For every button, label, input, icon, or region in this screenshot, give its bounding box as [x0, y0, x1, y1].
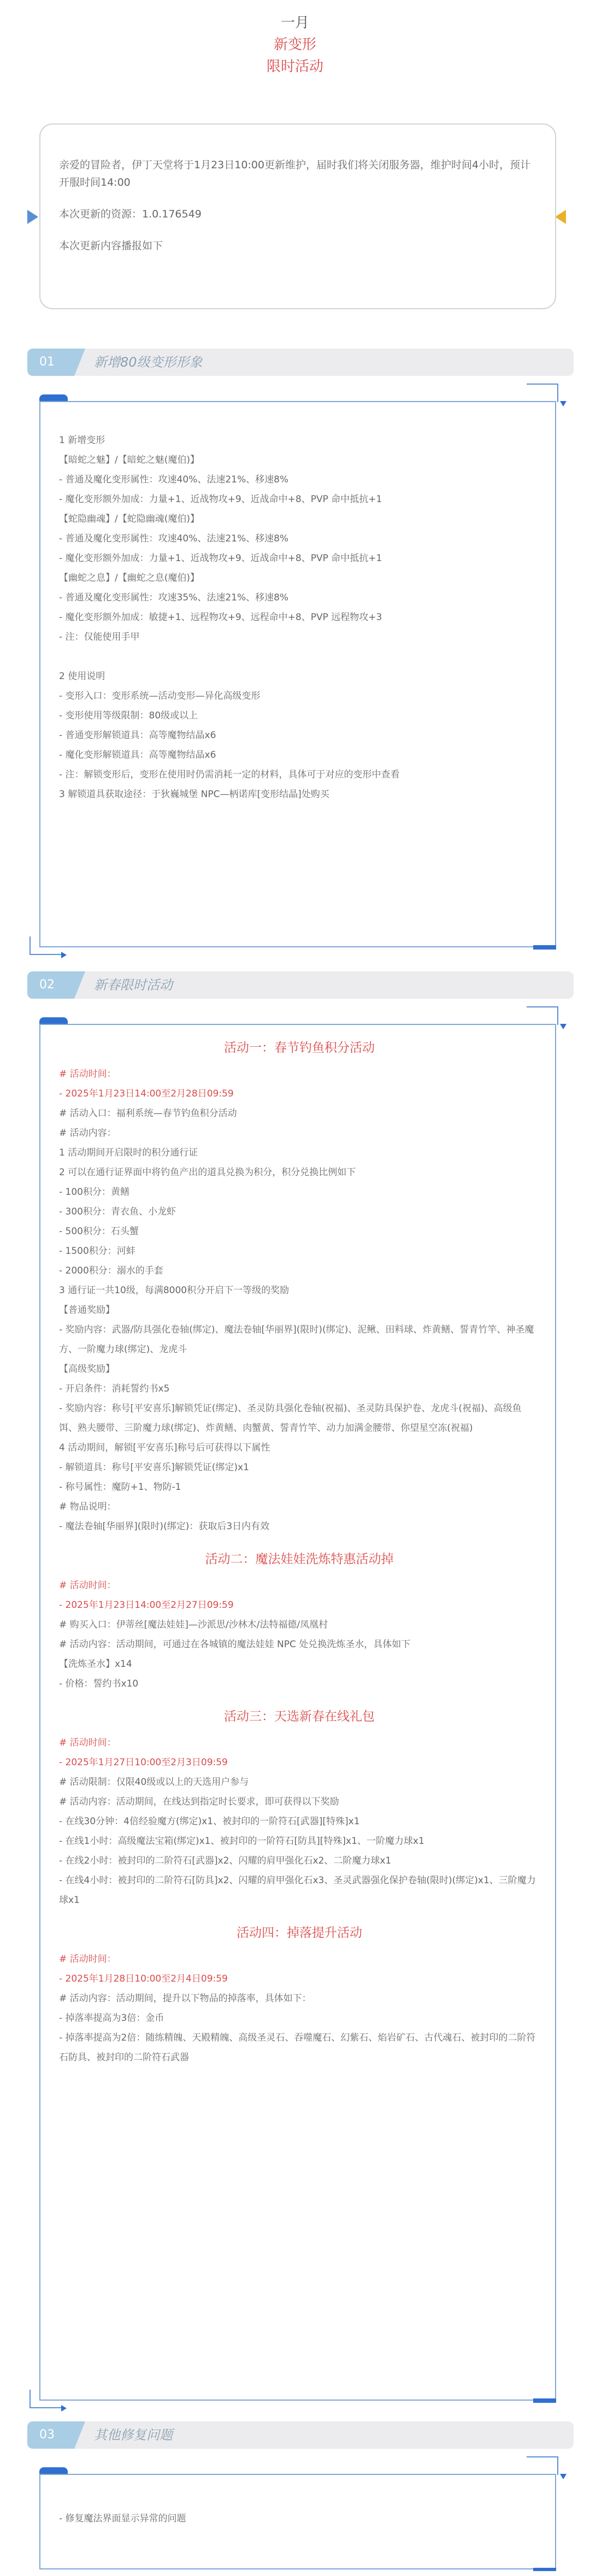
text-line: 【暗蛇之魅】/【暗蛇之魅(魔伯)】 [59, 455, 199, 465]
text-line: - 变形使用等级限制：80级或以上 [59, 710, 198, 721]
arrow-down-icon [560, 2474, 567, 2479]
activity-4-time: - 2025年1月28日10:00至2月4日09:59 [59, 1973, 228, 1984]
text-line: - 300积分：青衣鱼、小龙虾 [59, 1206, 176, 1217]
text-line: - 掉落率提高为2倍：随练精魄、天殿精魄、高级圣灵石、吞噬魔石、幻紫石、焰岩矿石、古代魂石、被封印的二阶符石防具、被封印的二阶符石武器 [59, 2032, 536, 2063]
content-box-fixes [39, 2474, 556, 2569]
text-line: - 掉落率提高为3倍：金币 [59, 2013, 164, 2024]
section-header-03 [27, 2421, 574, 2449]
text-line: 1 活动期间开启限时的积分通行证 [59, 1147, 198, 1158]
text-line: - 称号属性：魔防+1、物防-1 [59, 1482, 181, 1493]
section-title: 其他修复问题 [94, 2427, 173, 2443]
text-line: - 500积分：石头蟹 [59, 1226, 139, 1237]
text-line: # 活动内容：活动期间，可通过在各城镇的魔法娃娃 NPC 处兑换洗炼圣水，具体如下 [59, 1639, 411, 1650]
section-number: 02 [27, 971, 74, 999]
text-line: - 普通变形解锁道具：高等魔物结晶x6 [59, 730, 216, 741]
text-line: - 魔化变形额外加成：力量+1、近战物攻+9、近战命中+8、PVP 命中抵抗+1 [59, 553, 382, 564]
activity-1-time: - 2025年1月23日14:00至2月28日09:59 [59, 1088, 234, 1099]
text-line: - 100积分：黄鳝 [59, 1187, 129, 1198]
text-line: # 活动入口：福利系统—春节钓鱼积分活动 [59, 1108, 237, 1119]
section-title: 新增80级变形形象 [94, 355, 203, 370]
text-line: - 普通及魔化变形属性：攻速40%、法速21%、移速8% [59, 533, 289, 544]
notice-version: 本次更新的资源：1.0.176549 [59, 208, 202, 220]
header-subtitle: 限时活动 [266, 58, 323, 75]
section-title: 新春限时活动 [94, 977, 173, 993]
text-line: - 注：解锁变形后，变形在使用时仍需消耗一定的材料，具体可于对应的变形中查看 [59, 769, 400, 780]
text-line: - 在线4小时：被封印的二阶符石[防具]x2、闪耀的肩甲强化石x3、圣灵武器强化保护卷轴(限时)(绑定)x1、三阶魔力球x1 [59, 1875, 536, 1906]
text-line: - 魔化变形解锁道具：高等魔物结晶x6 [59, 750, 216, 761]
text-line: - 魔化变形额外加成：力量+1、近战物攻+9、近战命中+8、PVP 命中抵抗+1 [59, 494, 382, 505]
activity-4-time-label: # 活动时间： [59, 1954, 116, 1965]
activity-1-lines [59, 1104, 540, 1536]
text-line: 2 可以在通行证界面中将钓鱼产出的道具兑换为积分，积分兑换比例如下 [59, 1167, 356, 1178]
text-line: - 修复魔法界面显示异常的问题 [59, 2513, 186, 2524]
events-content [59, 1025, 540, 2067]
content-box-new-forms [39, 401, 556, 947]
activity-2-lines [59, 1615, 540, 1694]
header-title: 新变形 [273, 37, 316, 53]
activity-2-title: 活动二：魔法娃娃洗炼特惠活动掉 [205, 1552, 394, 1566]
activity-1-title: 活动一：春节钓鱼积分活动 [224, 1041, 375, 1055]
activity-3-lines [59, 1772, 540, 1910]
text-line: 4 活动期间，解锁[平安喜乐]称号后可获得以下属性 [59, 1442, 270, 1453]
notice-intro: 本次更新内容播报如下 [59, 240, 163, 252]
text-line: 【普通奖励】 [59, 1305, 115, 1316]
text-line: # 购买入口：伊蒂丝[魔法娃娃]—沙派思/沙林木/法特福德/凤凰村 [59, 1619, 328, 1630]
arrow-down-icon [560, 1024, 567, 1029]
corner-bracket-decoration [30, 936, 61, 955]
box-foot-decoration [533, 945, 556, 950]
text-line: 3 通行证一共10级，每满8000积分开启下一等级的奖励 [59, 1285, 290, 1296]
text-line: - 魔法卷轴[华丽界](限时)(绑定)：获取后3日内有效 [59, 1521, 270, 1532]
section-header-01 [27, 349, 574, 376]
section-number: 01 [27, 349, 74, 376]
arrow-right-icon [61, 952, 67, 958]
text-line: - 在线30分钟：4倍经验魔方(绑定)x1、被封印的一阶符石[武器][特殊]x1 [59, 1816, 360, 1827]
notice-box [39, 123, 556, 309]
text-line: - 普通及魔化变形属性：攻速35%、法速21%、移速8% [59, 592, 289, 603]
activity-3-title: 活动三：天选新春在线礼包 [224, 1710, 375, 1724]
text-line: - 奖励内容：称号[平安喜乐]解锁凭证(绑定)、圣灵防具强化卷轴(祝福)、圣灵防具保护卷、龙虎斗(祝福)、高级鱼饵、熟夫腰带、三阶魔力球(绑定)、炸黄鳝、肉蟹黄、誓青竹竿、动力加满金腰带、你望星空冻(祝福) [59, 1403, 522, 1434]
text-line: 1 新增变形 [59, 435, 105, 446]
text-line: - 变形入口：变形系统—活动变形—异化高级变形 [59, 691, 261, 702]
activity-2-time: - 2025年1月23日14:00至2月27日09:59 [59, 1600, 234, 1611]
triangle-left-icon [27, 210, 38, 224]
activity-4-title: 活动四：掉落提升活动 [237, 1926, 362, 1940]
corner-bracket-decoration [527, 384, 558, 402]
text-line: - 奖励内容：武器/防具强化卷轴(绑定)、魔法卷轴[华丽界](限时)(绑定)、泥鳅、田料球、炸黄鳝、誓青竹竿、神圣魔方、一阶魔力球(绑定)、龙虎斗 [59, 1324, 534, 1355]
text-line: - 注：仅能使用手甲 [59, 632, 140, 642]
text-line: - 解锁道具：称号[平安喜乐]解锁凭证(绑定)x1 [59, 1462, 249, 1473]
box-foot-decoration [533, 2568, 556, 2571]
text-line: - 在线1小时：高级魔法宝箱(绑定)x1、被封印的一阶符石[防具][特殊]x1、一阶魔力球x1 [59, 1836, 424, 1847]
text-line: - 在线2小时：被封印的二阶符石[武器]x2、闪耀的肩甲强化石x2、二阶魔力球x1 [59, 1855, 392, 1866]
triangle-right-icon [555, 210, 566, 224]
section-header-02 [27, 971, 574, 999]
activity-3-time: - 2025年1月27日10:00至2月3日09:59 [59, 1757, 228, 1768]
text-line: - 魔化变形额外加成：敏捷+1、远程物攻+9、远程命中+8、PVP 远程物攻+3 [59, 612, 382, 623]
activity-2-time-label: # 活动时间： [59, 1580, 116, 1591]
header-month: 一月 [280, 15, 309, 31]
text-line: # 活动内容：活动期间，在线达到指定时长要求，即可获得以下奖励 [59, 1796, 339, 1807]
text-line: # 物品说明： [59, 1501, 116, 1512]
text-line: - 1500积分：河蚌 [59, 1246, 135, 1257]
section-number: 03 [27, 2421, 74, 2449]
text-line: 【高级奖励】 [59, 1364, 115, 1375]
text-line: # 活动内容：活动期间，提升以下物品的掉落率，具体如下： [59, 1993, 311, 2004]
text-line: 【洗炼圣水】x14 [59, 1659, 132, 1670]
corner-bracket-decoration [30, 2390, 61, 2408]
text-line [59, 647, 540, 667]
box-foot-decoration [533, 2398, 556, 2403]
new-forms-list [59, 431, 540, 804]
activity-1-time-label: # 活动时间： [59, 1069, 116, 1080]
activity-4-lines [59, 1989, 540, 2067]
content-box-events [39, 1024, 556, 2401]
header [0, 12, 590, 78]
arrow-right-icon [61, 2405, 67, 2412]
text-line: 【蛇隐幽魂】/【蛇隐幽魂(魔伯)】 [59, 514, 199, 524]
activity-3-time-label: # 活动时间： [59, 1737, 116, 1748]
fixes-list [59, 2509, 540, 2528]
text-line: - 2000积分：溺水的手套 [59, 1265, 163, 1276]
arrow-down-icon [560, 401, 567, 406]
corner-bracket-decoration [527, 1006, 558, 1025]
text-line: - 普通及魔化变形属性：攻速40%、法速21%、移速8% [59, 474, 289, 485]
corner-bracket-decoration [527, 2456, 558, 2475]
text-line: 2 使用说明 [59, 671, 105, 682]
text-line: 3 解锁道具获取途径：于狄巍城堡 NPC—柄诺库[变形结晶]处购买 [59, 789, 329, 800]
notice-text: 亲爱的冒险者，伊丁天堂将于1月23日10:00更新维护，届时我们将关闭服务器，维护时间4小时，预计开服时间14:00 [59, 159, 531, 188]
text-line: - 价格：誓约书x10 [59, 1678, 139, 1689]
text-line: - 开启条件：消耗誓约书x5 [59, 1383, 170, 1394]
text-line: 【幽蛇之息】/【幽蛇之息(魔伯)】 [59, 573, 199, 583]
text-line: # 活动限制：仅限40级或以上的天选用户参与 [59, 1777, 249, 1788]
text-line: # 活动内容： [59, 1128, 116, 1139]
